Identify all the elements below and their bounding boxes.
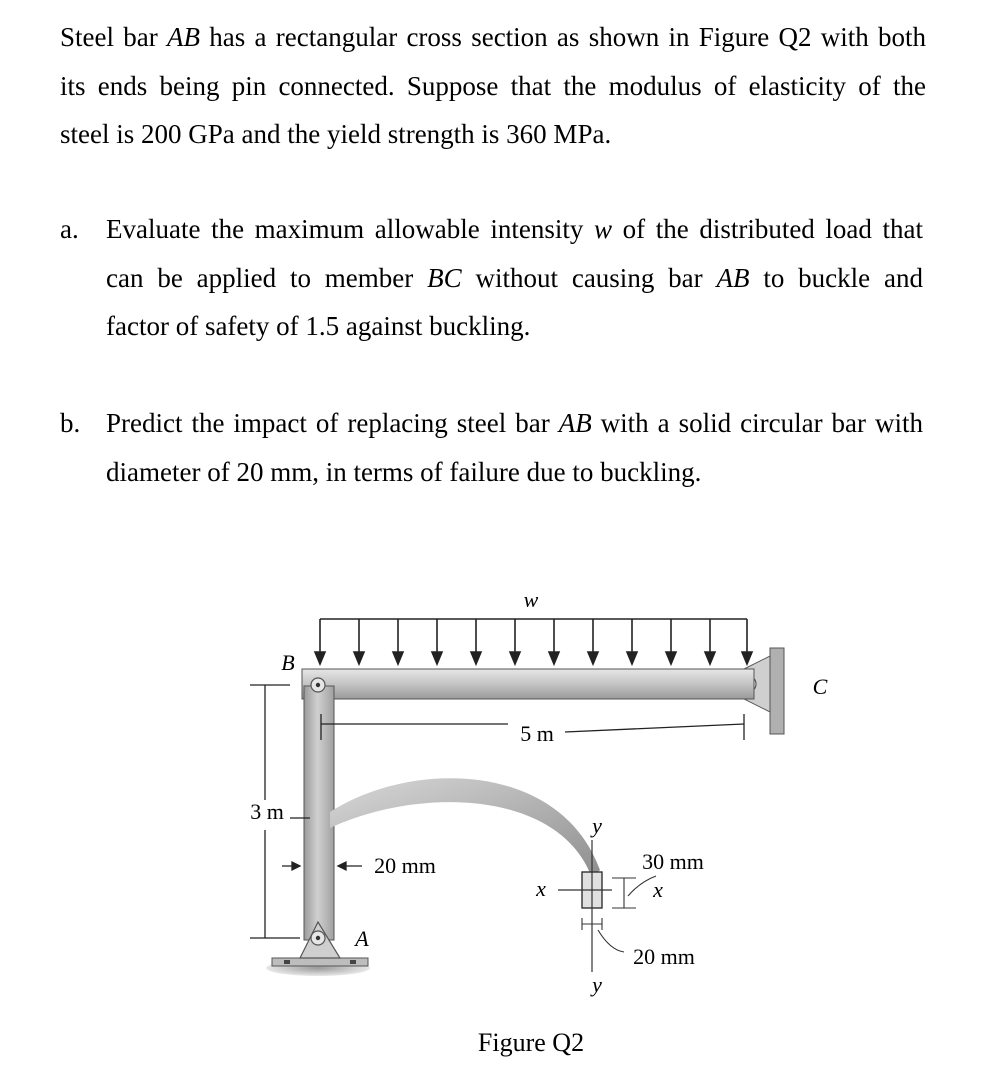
load-arrows [315, 619, 752, 664]
question-a-marker: a. [60, 214, 79, 244]
figure-caption: Figure Q2 [477, 1028, 585, 1057]
section-depth-label: 30 mm [642, 849, 704, 874]
section-width-label: 20 mm [633, 944, 695, 969]
axis-x-right-label: x [653, 877, 663, 902]
axis-x-left-label: x [536, 876, 546, 901]
height-label: 3 m [250, 799, 284, 824]
intro-line-3: steel is 200 GPa and the yield strength is 360 MPa. [60, 119, 612, 149]
point-c-label: C [812, 674, 828, 699]
question-b-line-2: diameter of 20 mm, in terms of failure due to buckling. [106, 456, 702, 487]
intro-line-1: Steel bar AB has a rectangular cross section as shown in Figure Q2 with both [60, 22, 927, 52]
question-b [60, 399, 926, 499]
point-a-label: A [355, 926, 369, 951]
load-label: w [523, 587, 539, 612]
question-a-line-2: can be applied to member BC without causing bar AB to buckle and [106, 262, 923, 293]
section-callout-arc [330, 778, 600, 878]
question-a-line-3: factor of safety of 1.5 against buckling. [106, 311, 531, 341]
question-b-marker: b. [60, 408, 81, 438]
intro-line-2: its ends being pin connected. Suppose that the modulus of elasticity of the [60, 70, 926, 101]
point-b-label: B [281, 650, 295, 675]
column-width-label: 20 mm [374, 853, 436, 878]
distributed-load [315, 619, 752, 664]
question-a-line-1: Evaluate the maximum allowable intensity w of the distributed load that [106, 214, 924, 244]
beam-bc [302, 669, 754, 699]
problem-statement [60, 13, 926, 159]
axis-y-top-label: y [592, 813, 602, 838]
question-a [60, 205, 926, 355]
question-b-line-1: Predict the impact of replacing steel bar AB with a solid circular bar with [106, 408, 923, 438]
span-label: 5 m [520, 721, 554, 746]
axis-y-bottom-label: y [592, 972, 602, 997]
figure-q2 [0, 560, 1008, 1070]
